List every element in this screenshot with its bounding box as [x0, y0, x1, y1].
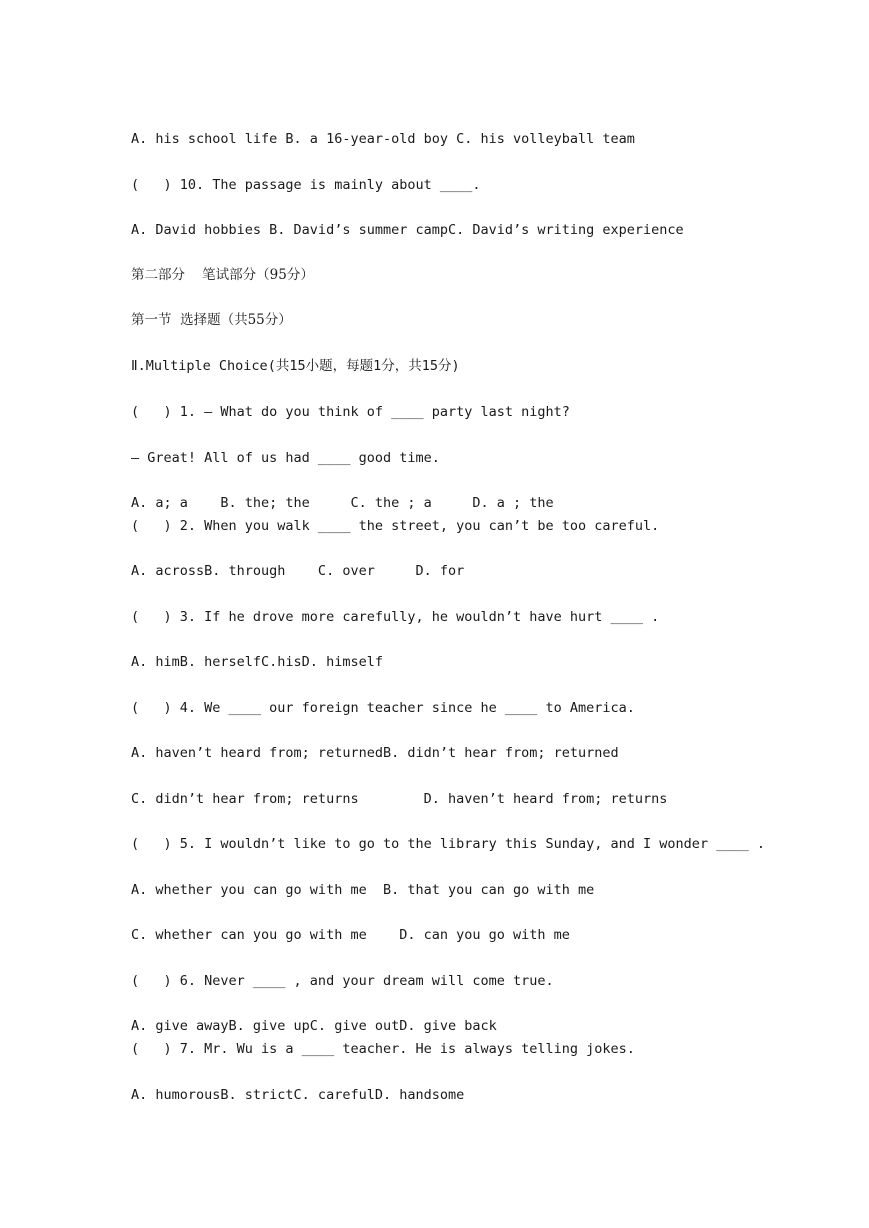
section-one-heading: 第一节 选择题（共55分） [131, 312, 292, 328]
mc5-options-ab: A. whether you can go with me B. that you can go with me [131, 882, 595, 898]
mc4-options-cd: C. didn’t hear from; returns D. haven’t heard from; returns [131, 791, 668, 807]
mc6-question: ( ) 6. Never ____ , and your dream will come true. [131, 973, 554, 989]
mc2-question: ( ) 2. When you walk ____ the street, you can’t be too careful. [131, 518, 660, 534]
mc4-options-ab: A. haven’t heard from; returnedB. didn’t hear from; returned [131, 745, 619, 761]
q9-options: A. his school life B. a 16-year-old boy C. his volleyball team [131, 131, 635, 147]
mc7-question: ( ) 7. Mr. Wu is a ____ teacher. He is always telling jokes. [131, 1041, 635, 1057]
mc1-question: ( ) 1. — What do you think of ____ party last night? [131, 404, 570, 420]
q10-question: ( ) 10. The passage is mainly about ____. [131, 177, 481, 193]
mc5-options-cd: C. whether can you go with me D. can you go with me [131, 927, 570, 943]
mc2-options: A. acrossB. through C. over D. for [131, 563, 465, 579]
mc5-question: ( ) 5. I wouldn’t like to go to the library this Sunday, and I wonder ____ . [131, 836, 765, 852]
q10-options: A. David hobbies B. David’s summer campC. David’s writing experience [131, 222, 684, 238]
mc6-options: A. give awayB. give upC. give outD. give back [131, 1018, 497, 1034]
mc3-question: ( ) 3. If he drove more carefully, he wouldn’t have hurt ____ . [131, 609, 660, 625]
part-two-heading: 第二部分 笔试部分（95分） [131, 267, 314, 283]
mc1-response: — Great! All of us had ____ good time. [131, 450, 440, 466]
mc7-options: A. humorousB. strictC. carefulD. handsome [131, 1087, 465, 1103]
mc4-question: ( ) 4. We ____ our foreign teacher since he ____ to America. [131, 700, 635, 716]
multiple-choice-heading: Ⅱ.Multiple Choice(共15小题，每题1分，共15分) [131, 358, 460, 374]
mc3-options: A. himB. herselfC.hisD. himself [131, 654, 383, 670]
mc1-options: A. a; a B. the; the C. the ; a D. a ; the [131, 495, 554, 511]
